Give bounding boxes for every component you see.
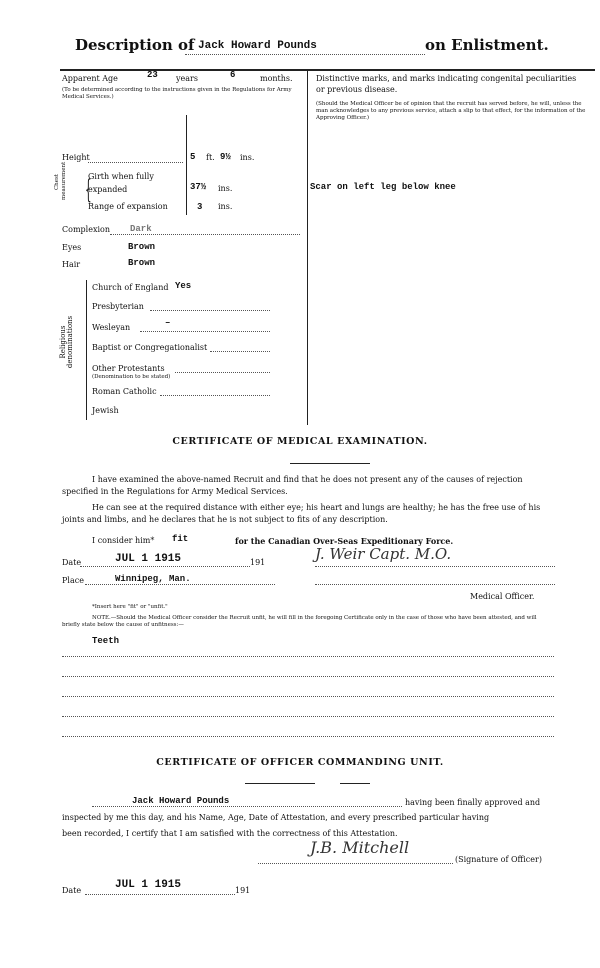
hair-label: Hair [62, 260, 81, 269]
consider-suffix: for the Canadian Over-Seas Expeditionary Force. [235, 536, 454, 546]
eyes-value: Brown [128, 242, 156, 252]
marks-label: Distinctive marks, and marks indicating congenital peculiarities or previous disease. [316, 74, 577, 94]
title-suffix: on Enlistment. [425, 36, 549, 54]
signature-label: (Signature of Officer) [455, 855, 542, 864]
religion-wesleyan: Wesleyan [92, 323, 131, 332]
officer-recruit-name: Jack Howard Pounds [132, 796, 230, 806]
religion-label: Religious denominations [59, 315, 74, 369]
officer-text-1: having been finally approved and [405, 798, 541, 807]
officer-text-3: been recorded, I certify that I am satisfied with the correctness of this Attestation. [62, 829, 398, 838]
chest-label: Chest measurement [54, 161, 67, 200]
other-protestants-note: (Denomination to be stated) [92, 374, 171, 380]
medical-year-prefix: 191 [250, 558, 266, 567]
place-label: Place [62, 576, 84, 585]
age-label: Apparent Age [62, 74, 118, 83]
girth-label: Girth when fully expanded [88, 172, 154, 194]
religion-brace [86, 280, 87, 420]
measure-divider [186, 115, 187, 215]
ft-label: ft. [206, 153, 215, 162]
recruit-name: Jack Howard Pounds [198, 40, 317, 52]
unfit-cause: Teeth [92, 636, 120, 646]
medical-date-label: Date [62, 558, 82, 567]
brace: { [84, 175, 92, 205]
religion-presbyterian: Presbyterian [92, 302, 144, 311]
officer-date-label: Date [62, 886, 82, 895]
ins-label: ins. [240, 153, 255, 162]
footnote: *Insert here "fit" or "unfit." [92, 604, 168, 610]
hair-value: Brown [128, 258, 156, 268]
eyes-label: Eyes [62, 243, 82, 252]
medical-paragraph-2: He can see at the required distance with either eye; his heart and lungs are healthy; he has the free use of his joints and limbs, and he declares that he is not subject to fits of any description. [62, 503, 541, 524]
marks-note: (Should the Medical Officer be of opinion that the recruit has served before, he will, unless the man acknowledges to any previous service, attach a slip to that effect, for the information of the Approving Officer.) [316, 101, 586, 121]
age-note: (To be determined according to the instructions given in the Regulations for Army Medical Services.) [62, 87, 292, 100]
commanding-officer-signature: J.B. Mitchell [310, 838, 410, 857]
medical-paragraph-1: I have examined the above-named Recruit and find that he does not present any of the causes of rejection specified in the Regulations for Army Medical Services. [62, 475, 523, 496]
months-label: months. [260, 74, 293, 83]
unfit-note: NOTE.—Should the Medical Officer consider the Recruit unfit, he will fill in the foregoing Certificate only in the case of those who have been attested, and will briefly state below the cause of unfitness:— [62, 615, 537, 628]
range-unit: ins. [218, 202, 233, 211]
officer-text-2: inspected by me this day, and his Name, Age, Date of Attestation, and every prescribed particular having [62, 813, 490, 822]
years-label: years [176, 74, 198, 83]
height-label: Height [62, 153, 90, 162]
girth-unit: ins. [218, 184, 233, 193]
complexion-label: Complexion [62, 225, 110, 234]
fitness-value: fit [172, 534, 189, 544]
age-months: 6 [230, 70, 236, 80]
officer-date-value: JUL 1 1915 [115, 879, 182, 891]
religion-church-of-england-value: Yes [175, 281, 192, 291]
complexion-value: Dark [130, 224, 152, 234]
age-years: 23 [147, 70, 158, 80]
religion-wesleyan-value: – [165, 318, 171, 328]
medical-certificate-title: CERTIFICATE OF MEDICAL EXAMINATION. [172, 436, 428, 447]
header-rule [60, 69, 595, 71]
consider-label: I consider him* [92, 536, 155, 545]
medical-officer-signature: J. Weir Capt. M.O. [315, 545, 452, 563]
distinctive-marks-value: Scar on left leg below knee [310, 182, 456, 192]
religion-jewish: Jewish [92, 406, 119, 415]
range-value: 3 [197, 202, 203, 212]
height-ft: 5 [190, 152, 196, 162]
place-value: Winnipeg, Man. [115, 574, 191, 584]
officer-year-prefix: 191 [235, 886, 251, 895]
divider [290, 463, 370, 464]
range-label: Range of expansion [88, 202, 168, 211]
religion-baptist: Baptist or Congregationalist [92, 343, 208, 352]
title-prefix: Description of [75, 36, 195, 54]
divider [245, 783, 315, 784]
divider [340, 783, 370, 784]
girth-value: 37½ [190, 182, 207, 192]
religion-church-of-england: Church of England [92, 283, 169, 292]
medical-date-value: JUL 1 1915 [115, 553, 182, 565]
officer-certificate-title: CERTIFICATE OF OFFICER COMMANDING UNIT. [156, 757, 444, 768]
medical-officer-label: Medical Officer. [470, 592, 535, 601]
height-in: 9½ [220, 152, 231, 162]
column-divider [307, 70, 308, 425]
religion-other-protestants: Other Protestants [92, 364, 165, 373]
religion-roman-catholic: Roman Catholic [92, 387, 157, 396]
